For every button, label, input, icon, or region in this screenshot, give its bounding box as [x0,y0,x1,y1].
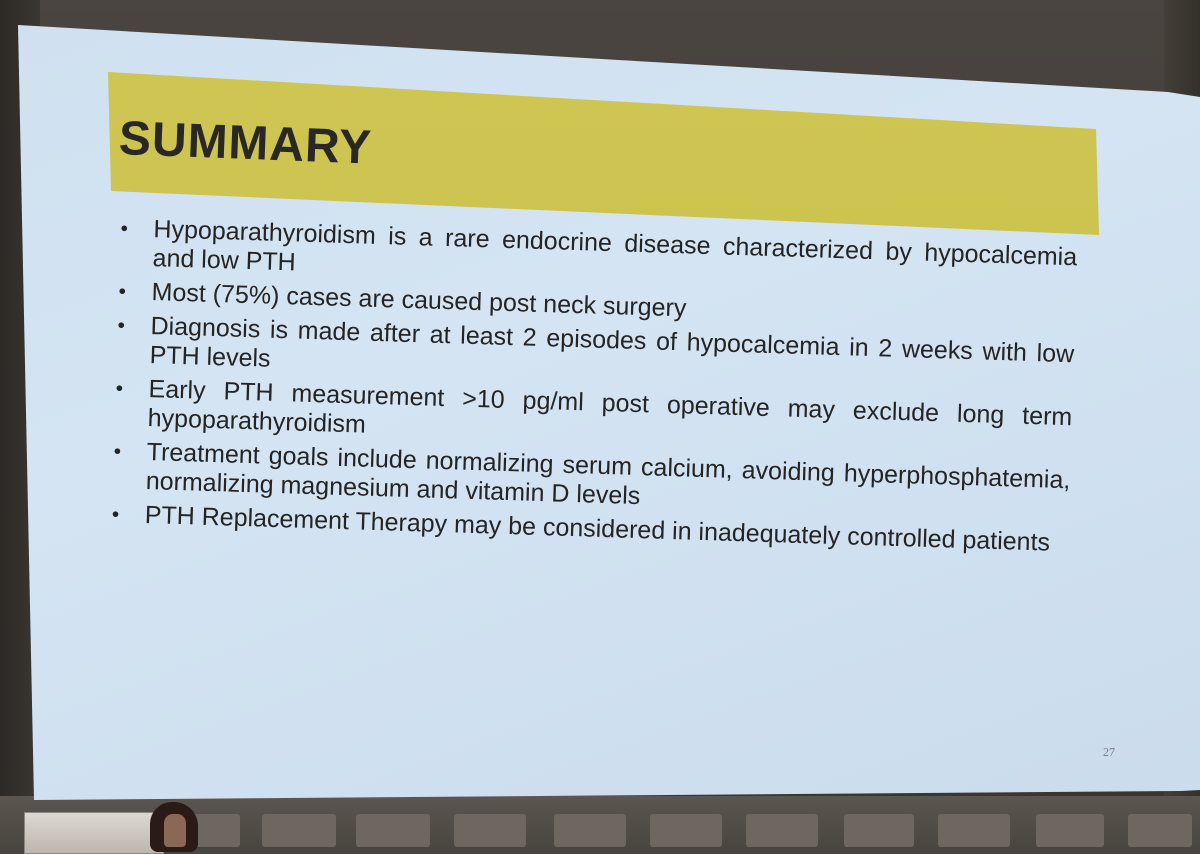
bullet-text: Treatment goals include normalizing serum calcium, avoiding hyperphosphatemia, normalizing magnesium and vitamin D levels [145,437,1071,511]
slide-page-number: 27 [1102,744,1116,760]
stage-panel [938,814,1010,847]
stage-panel [262,814,336,847]
bullet-text: Early PTH measurement >10 pg/ml post operative may exclude long term hypoparathyroidism [147,375,1073,439]
bullet-list [108,214,1077,563]
stage-panel [844,814,914,847]
stage-panel [746,814,818,847]
bullet-dot-icon: • [111,502,120,527]
bullet-text: PTH Replacement Therapy may be considered in inadequately controlled patients [144,500,1051,557]
bullet-dot-icon: • [113,439,122,464]
bullet-dot-icon: • [117,314,126,338]
stage-panel [1036,814,1104,847]
bullet-text: Most (75%) cases are caused post neck surgery [151,278,687,323]
bullet-text: Diagnosis is made after at least 2 episodes of hypocalcemia in 2 weeks with low PTH levels [149,312,1075,373]
stage-panel [1128,814,1192,847]
stage-panel [356,814,430,847]
presenter-face [164,814,186,847]
bullet-text: Hypoparathyroidism is a rare endocrine disease characterized by hypocalcemia and low PTH [152,215,1078,277]
stage-panel [554,814,626,847]
stage-panel [454,814,526,847]
bullet-dot-icon: • [120,217,129,241]
slide-title: SUMMARY [117,111,373,175]
bullet-dot-icon: • [115,377,124,401]
bullet-dot-icon: • [118,280,127,304]
stage-panel [650,814,722,847]
lectern [24,812,164,854]
